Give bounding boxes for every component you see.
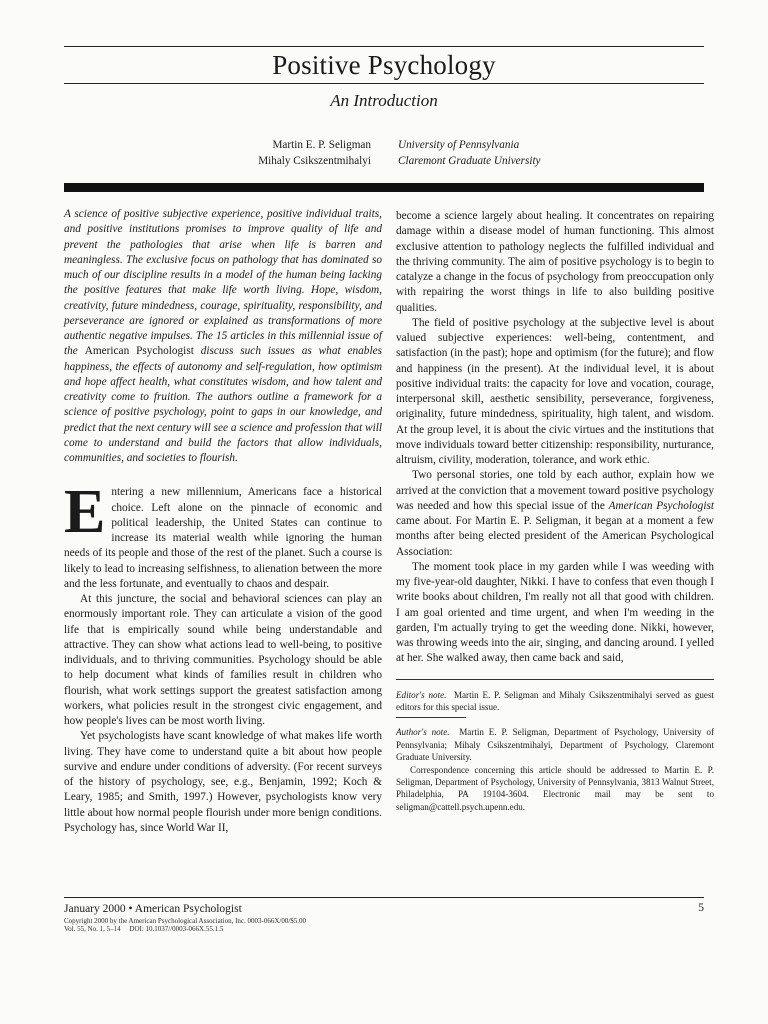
page-number: 5	[698, 902, 704, 914]
quote-paragraph: The moment took place in my garden while I was weeding with my five-year-old daughter, Nikki. I have to confess that even though I write books about children, I'm really not all that good with children. I am goal oriented and time urgent, and when I'm weeding in the garden, I'm actually trying to get the weeding done. Nikki, however, was throwing weeds into the air, singing, and dancing around. I yelled at her. She walked away, then came back and said,	[396, 560, 714, 665]
editor-note: Editor's note. Martin E. P. Seligman and Mihaly Csikszentmihalyi served as guest editors for this special issue.	[396, 689, 715, 712]
copyright-line: Copyright 2000 by the American Psychological Association, Inc. 0003-066X/00/$5.00	[64, 917, 307, 925]
author-affiliation: University of Pennsylvania	[398, 139, 520, 151]
page-title: Positive Psychology	[272, 50, 496, 80]
author-note: Author's note. Martin E. P. Seligman, Department of Psychology, University of Pennsylvania; Mihaly Csikszentmihalyi, Department of Psychology, Claremont Graduate University.	[396, 727, 714, 763]
note-divider-short	[396, 717, 466, 718]
right-column	[396, 209, 714, 813]
journal-name: American Psychologist	[608, 499, 714, 512]
notes-divider	[396, 679, 714, 680]
left-column	[64, 207, 382, 836]
page-subtitle: An Introduction	[330, 91, 438, 110]
author-name: Mihaly Csikszentmihalyi	[258, 155, 371, 167]
footer-issue: January 2000 • American Psychologist	[64, 903, 242, 915]
author-affiliation: Claremont Graduate University	[398, 155, 541, 167]
footer-copyright	[64, 917, 306, 934]
body-paragraph: At this juncture, the social and behavioral sciences can play an enormously important role. They can articulate a vision of the good life that is empirically sound while being understandable and attractive. They can show what actions lead to well-being, to positive individuals, and to thriving communities. Psychology should be able to help document what kinds of families result in children who flourish, what work settings support the greatest satisfaction among workers, what policies result in the strongest civic engagement, and how people's lives can be most worth living.	[64, 593, 382, 727]
author-name: Martin E. P. Seligman	[272, 139, 371, 151]
footer-rule	[64, 897, 704, 898]
body-paragraph: Entering a new millennium, Americans face a historical choice. Left alone on the pinnacle of economic and political leadership, the United States can continue to increase its material wealth while ignoring the human needs of its people and those of the rest of the planet. Such a course is likely to lead to increasing selfishness, to alienation between the more and the less fortunate, and eventually to chaos and despair.	[64, 478, 382, 590]
journal-name: American Psychologist	[84, 345, 194, 358]
body-paragraph: Yet psychologists have scant knowledge of what makes life worth living. They have come to understand quite a bit about how people survive and endure under conditions of adversity. (For recent surveys of the history of psychology, see, e.g., Benjamin, 1992; Koch & Leary, 1985; and Smith, 1997.) However, psychologists know very little about how normal people flourish under more benign conditions. Psychology has, since World War II,	[64, 730, 382, 834]
drop-cap: E	[64, 478, 106, 547]
body-paragraph: become a science largely about healing. It concentrates on repairing damage within a disease model of human functioning. This almost exclusive attention to pathology neglects the fulfilled individual and the thriving community. The aim of positive psychology is to begin to catalyze a change in the focus of psychology from preoccupation only with repairing the worst things in life to also building positive qualities.	[396, 210, 714, 314]
author-names	[258, 137, 371, 169]
abstract: A science of positive subjective experience, positive individual traits, and positive institutions promises to improve quality of life and prevent the pathologies that arise when life is barren and meaningless. The exclusive focus on pathology that has dominated so much of our discipline results in a model of the human being lacking the positive features that make life worth living. Hope, wisdom, creativity, future mindedness, courage, spirituality, responsibility, and perseverance are ignored or explained as transformations of more authentic negative impulses. The 15 articles in this millennial issue of the American Psychologist discuss such issues as what enables happiness, the effects of autonomy and self-regulation, how optimism and hope affect health, what constitutes wisdom, and how talent and creativity come to fruition. The authors outline a framework for a science of positive psychology, point to gaps in our knowledge, and predict that the next century will see a science and profession that will come to understand and build the factors that allow individuals, communities, and societies to flourish.	[64, 208, 382, 464]
body-paragraph: The field of positive psychology at the subjective level is about valued subjective experiences: well-being, contentment, and satisfaction (in the past); hope and optimism (for the future); and flow and happiness (in the present). At the individual level, it is about positive individual traits: the capacity for love and vocation, courage, interpersonal skill, aesthetic sensibility, perseverance, forgiveness, originality, future mindedness, spirituality, high talent, and wisdom. At the group level, it is about the civic virtues and the institutions that move individuals toward better citizenship: responsibility, nurturance, altruism, civility, moderation, tolerance, and work ethic.	[396, 316, 714, 466]
volume-line: Vol. 55, No. 1, 5–14 DOI: 10.1037//0003-066X.55.1.5	[64, 925, 224, 934]
author-affiliations	[398, 137, 541, 169]
title-rule	[64, 83, 704, 84]
header-bar	[64, 183, 704, 192]
top-rule	[64, 46, 704, 47]
body-paragraph: Two personal stories, one told by each author, explain how we arrived at the conviction that a movement toward positive psychology was needed and how this special issue of the American Psychologist came about. For Martin E. P. Seligman, it began at a moment a few months after being elected president of the American Psychological Association:	[396, 469, 714, 558]
correspondence-note: Correspondence concerning this article should be addressed to Martin E. P. Seligman, Department of Psychology, University of Pennsylvania, 3813 Walnut Street, Philadelphia, PA 19104-3604. Electronic mail may be sent to seligman@cattell.psych.upenn.edu.	[396, 764, 714, 812]
